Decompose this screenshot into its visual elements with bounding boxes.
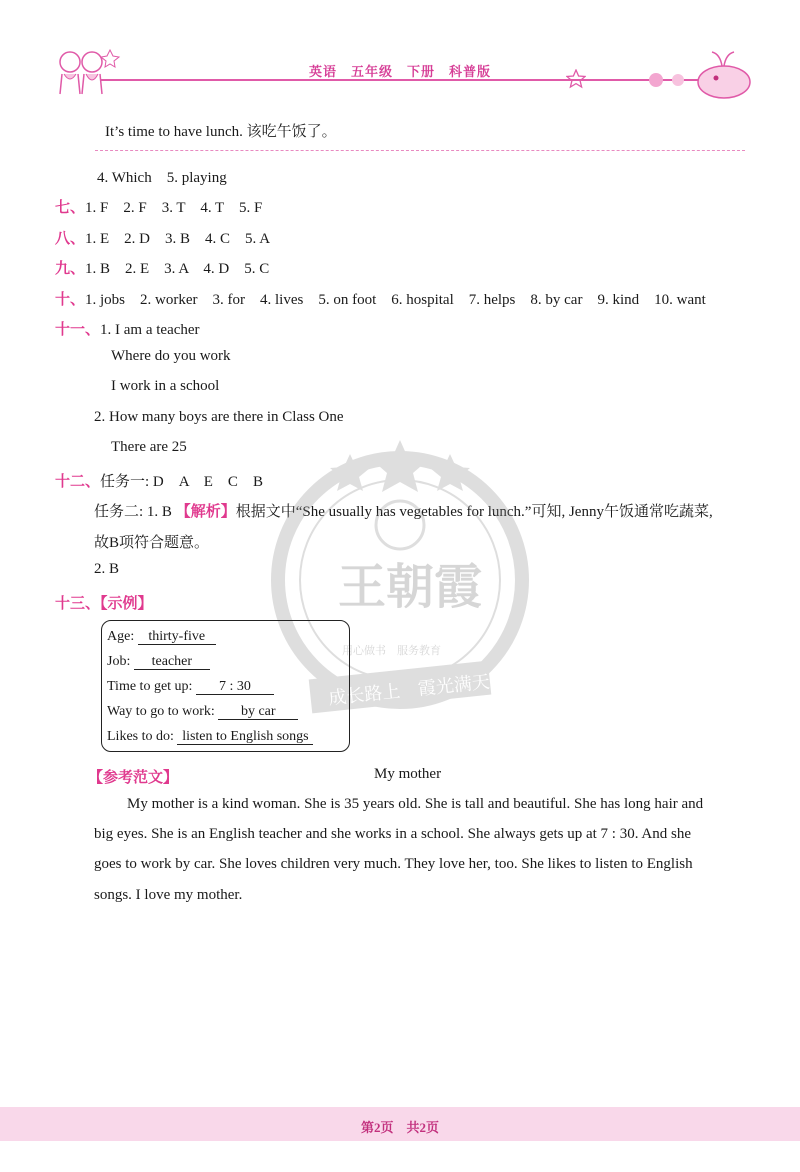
section-9-number: 九、 xyxy=(55,261,86,277)
section-12-number: 十二、 xyxy=(55,474,101,490)
way-value: by car xyxy=(218,704,298,720)
section-7-answers: 1. F 2. F 3. T 4. T 5. F xyxy=(85,200,263,216)
section-11 xyxy=(55,318,200,339)
section-10 xyxy=(55,288,706,309)
form-time-row xyxy=(107,679,274,695)
watermark-slogan-2: 成长路上 霞光满天 xyxy=(327,671,491,709)
section-7 xyxy=(55,196,262,217)
task-2-answer-b: 2. B xyxy=(94,561,120,577)
way-label: Way to go to work: xyxy=(107,704,215,719)
likes-label: Likes to do: xyxy=(107,729,174,744)
page-number: 第2页 共2页 xyxy=(360,1120,439,1135)
time-label: Time to get up: xyxy=(107,679,193,694)
likes-value: listen to English songs xyxy=(177,729,313,745)
task-2-prefix: 任务二: 1. B xyxy=(94,504,176,520)
essay-line-4: songs. I love my mother. xyxy=(94,887,243,903)
analysis-tag: 【解析】 xyxy=(175,504,236,520)
time-value: 7 : 30 xyxy=(196,679,274,695)
form-way-row xyxy=(107,704,298,720)
lunch-line: It’s time to have lunch. 该吃午饭了。 xyxy=(105,124,337,140)
section-13 xyxy=(55,592,153,613)
form-age-row xyxy=(107,629,216,645)
form-likes-row xyxy=(107,729,313,745)
dashed-divider xyxy=(95,150,745,151)
essay-line-3: goes to work by car. She loves children very much. They love her, too. She likes to listen to English xyxy=(94,856,693,872)
section-13-number: 十三、 xyxy=(55,596,101,612)
task-2-explanation: 根据文中“She usually has vegetables for lunch.”可知, Jenny午饭通常吃蔬菜, xyxy=(235,504,713,520)
section-11-answer-3: I work in a school xyxy=(111,378,220,394)
reference-essay-tag: 【参考范文】 xyxy=(88,770,179,786)
section-10-answers: 1. jobs 2. worker 3. for 4. lives 5. on foot 6. hospital 7. helps 8. by car 9. kind 10. want xyxy=(85,292,706,308)
whale-illustration xyxy=(692,48,756,107)
section-11-number: 十一、 xyxy=(55,322,101,338)
section-10-number: 十、 xyxy=(55,292,86,308)
form-job-row xyxy=(107,654,210,670)
watermark-slogan-1: 用心做书 服务教育 xyxy=(342,645,441,657)
section-9 xyxy=(55,257,269,278)
job-label: Job: xyxy=(107,654,131,669)
section-8-answers: 1. E 2. D 3. B 4. C 5. A xyxy=(85,231,271,247)
section-9-answers: 1. B 2. E 3. A 4. D 5. C xyxy=(85,261,270,277)
watermark-name: 王朝霞 xyxy=(338,561,483,614)
section-12 xyxy=(55,470,263,491)
section-12-task-1: 任务一: D A E C B xyxy=(100,474,263,490)
section-11-answer-1: 1. I am a teacher xyxy=(100,322,200,338)
section-7-number: 七、 xyxy=(55,200,86,216)
decor-dots xyxy=(648,72,688,93)
age-value: thirty-five xyxy=(138,629,216,645)
job-value: teacher xyxy=(134,654,210,670)
answer-line-4-5: 4. Which 5. playing xyxy=(97,170,227,186)
section-8-number: 八、 xyxy=(55,231,86,247)
age-label: Age: xyxy=(107,629,135,644)
section-11-answer-5: There are 25 xyxy=(111,439,187,455)
essay-line-1: My mother is a kind woman. She is 35 years old. She is tall and beautiful. She has long hair and xyxy=(127,796,704,812)
section-11-answer-2: Where do you work xyxy=(111,348,231,364)
example-tag: 【示例】 xyxy=(100,596,153,612)
star-icon xyxy=(566,69,586,94)
section-8 xyxy=(55,227,270,248)
header-title: 英语 五年级 下册 科普版 xyxy=(308,64,491,79)
task-2-continuation: 故B项符合题意。 xyxy=(94,535,210,551)
essay-line-2: big eyes. She is an English teacher and she works in a school. She always gets up at 7 : 30. And she xyxy=(94,826,691,842)
essay-title: My mother xyxy=(374,766,442,782)
section-11-answer-4: 2. How many boys are there in Class One xyxy=(94,409,344,425)
